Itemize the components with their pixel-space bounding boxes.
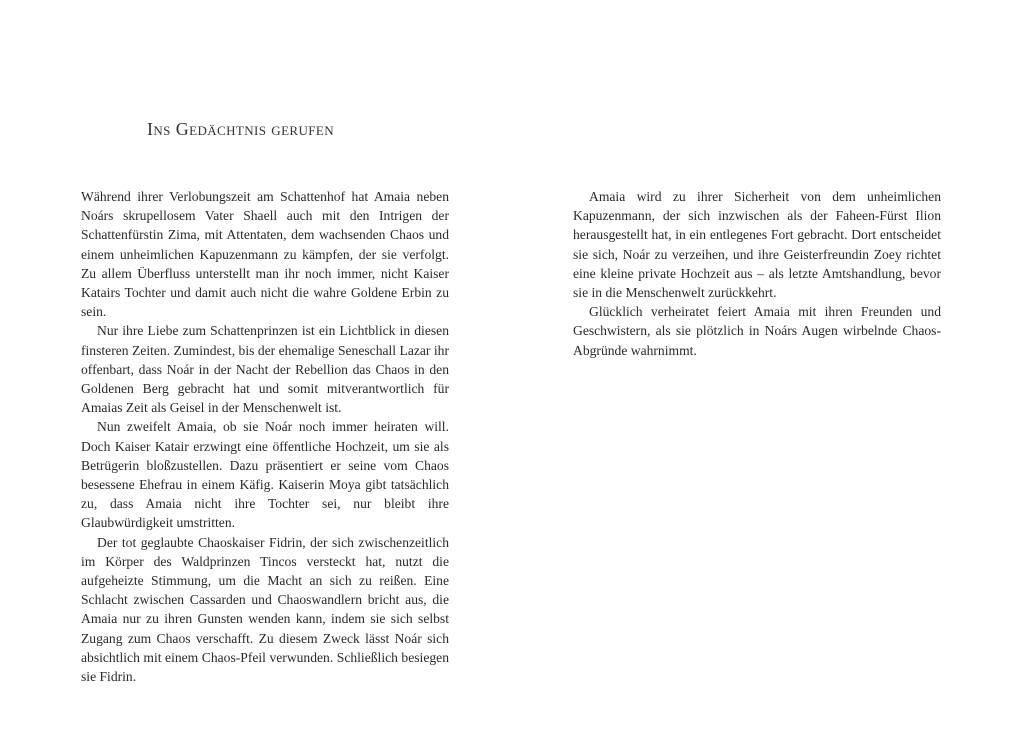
paragraph: Nur ihre Liebe zum Schattenprinzen ist ein Lichtblick in diesen finsteren Zeiten. Zumindest, bis der ehemalige Seneschall Lazar ihr offenbart, dass Noár in der Nacht der Rebellion das Chaos in den Goldenen Berg gebracht hat und somit mitverantwortlich für Amaias Zeit als Geisel in der Menschenwelt ist. — [81, 323, 449, 416]
paragraph: Amaia wird zu ihrer Sicherheit von dem unheimlichen Kapuzenmann, der sich inzwischen als der Faheen-Fürst Ilion herausgestellt hat, in ein entlegenes Fort gebracht. Dort entscheidet sie sich, Noár zu verzeihen, und ihre Geisterfreundin Zoey richtet eine kleine private Hochzeit aus – als letzte Amtshandlung, bevor sie in die Menschenwelt zurückkehrt. — [573, 189, 941, 301]
paragraph: Nun zweifelt Amaia, ob sie Noár noch immer heiraten will. Doch Kaiser Katair erzwingt eine öffentliche Hochzeit, um sie als Betrügerin bloßzustellen. Dazu präsentiert er seine vom Chaos besessene Ehefrau in einem Käfig. Kaiserin Moya gibt tatsächlich zu, dass Amaia nicht ihre Tochter sei, nur bleibt ihre Glaubwürdigkeit umstritten. — [81, 419, 449, 531]
chapter-heading: Ins Gedächtnis gerufen — [147, 119, 335, 139]
right-page-text — [573, 187, 941, 360]
left-page-text — [81, 187, 449, 686]
paragraph: Der tot geglaubte Chaoskaiser Fidrin, der sich zwischenzeitlich im Körper des Waldprinzen Tincos versteckt hat, nutzt die aufgeheizte Stimmung, um die Macht an sich zu reißen. Eine Schlacht zwischen Cassarden und Chaoswandlern bricht aus, die Amaia nur zu ihren Gunsten wenden kann, indem sie sich selbst Zugang zum Chaos verschafft. Zu diesem Zweck lässt Noár sich absichtlich mit einem Chaos-Pfeil verwunden. Schließlich besiegen sie Fidrin. — [81, 534, 449, 685]
paragraph: Glücklich verheiratet feiert Amaia mit ihren Freunden und Geschwistern, als sie plötzlich in Noárs Augen wirbelnde Chaos-Abgründe wahrnimmt. — [573, 304, 941, 358]
paragraph: Während ihrer Verlobungszeit am Schattenhof hat Amaia neben Noárs skrupellosem Vater Shaell auch mit den Intrigen der Schattenfürstin Zima, mit Attentaten, dem wachsenden Chaos und einem unheimlichen Kapuzenmann zu kämpfen, der sie verfolgt. Zu allem Überfluss unterstellt man ihr noch immer, nicht Kaiser Katairs Tochter und damit auch nicht die wahre Goldene Erbin zu sein. — [81, 189, 449, 320]
